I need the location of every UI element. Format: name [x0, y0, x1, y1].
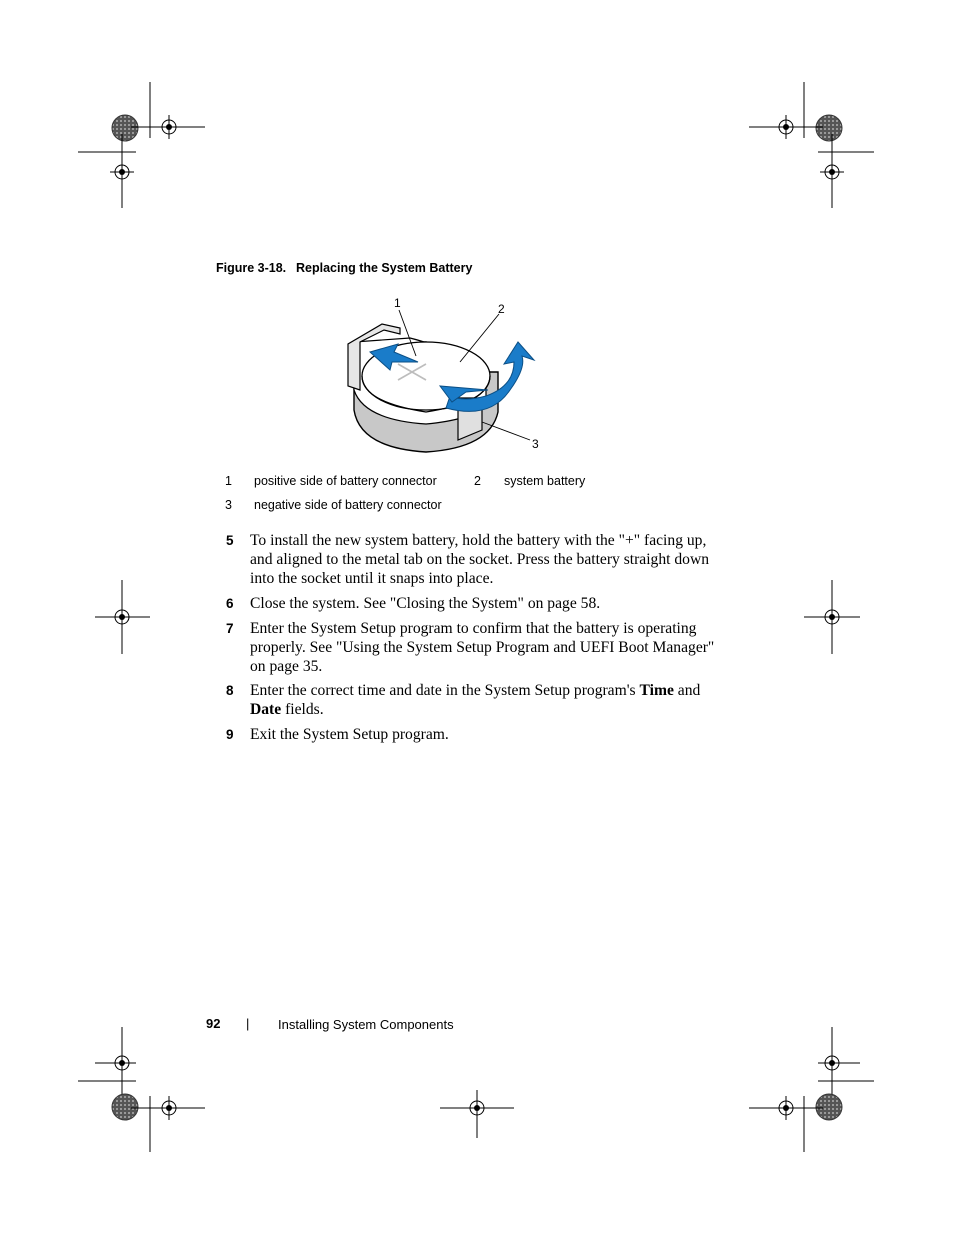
step-text: Exit the System Setup program.	[250, 726, 449, 743]
registration-target-icon	[465, 1096, 489, 1120]
registration-target-icon	[110, 160, 134, 184]
step-number: 6	[226, 596, 234, 611]
step-number: 7	[226, 621, 234, 636]
step-text-part: Enter the correct time and date in the System Setup program's	[250, 682, 640, 699]
callout-3: 3	[532, 437, 539, 451]
legend-num-2: 2	[474, 474, 481, 488]
registration-target-icon	[157, 1096, 181, 1120]
footer-separator: |	[246, 1016, 250, 1031]
legend-text-2: system battery	[504, 474, 586, 488]
step-text: Enter the System Setup program to confirm that the battery is operating properly. See "Using the System Setup Program and UEFI Boot Manager" on page 35.	[250, 620, 715, 675]
legend-num-3: 3	[225, 498, 232, 512]
registration-target-icon	[820, 605, 844, 629]
step-text-part: fields.	[281, 701, 324, 718]
registration-wheel-icon	[112, 115, 138, 141]
legend-text-3: negative side of battery connector	[254, 498, 442, 512]
registration-target-icon	[820, 160, 844, 184]
registration-target-icon	[110, 605, 134, 629]
legend-text-1: positive side of battery connector	[254, 474, 437, 488]
page-number: 92	[206, 1016, 221, 1031]
registration-wheel-icon	[112, 1094, 138, 1120]
figure-label: Figure 3-18.	[216, 261, 287, 275]
figure-title: Replacing the System Battery	[296, 261, 473, 275]
step-number: 9	[226, 727, 234, 742]
figure-caption	[216, 261, 472, 275]
field-name-time: Time	[639, 682, 674, 699]
legend-num-1: 1	[225, 474, 232, 488]
registration-target-icon	[774, 1096, 798, 1120]
registration-wheel-icon	[816, 115, 842, 141]
callout-1: 1	[394, 296, 401, 310]
step-number: 8	[226, 683, 234, 698]
registration-target-icon	[157, 115, 181, 139]
registration-target-icon	[820, 1051, 844, 1075]
step-text: Close the system. See "Closing the System" on page 58.	[250, 595, 601, 612]
registration-wheel-icon	[816, 1094, 842, 1120]
registration-target-icon	[774, 115, 798, 139]
step-text-part: and	[673, 682, 701, 699]
step-text	[250, 681, 720, 719]
step-text: To install the new system battery, hold the battery with the "+" facing up, and aligned to the metal tab on the socket. Press the battery straight down into the socket until it snaps into place.	[250, 532, 710, 587]
registration-target-icon	[110, 1051, 134, 1075]
callout-2: 2	[498, 302, 505, 316]
footer-section-title: Installing System Components	[278, 1017, 454, 1032]
battery-illustration	[340, 290, 560, 460]
field-name-date: Date	[250, 701, 282, 718]
step-number: 5	[226, 533, 234, 548]
